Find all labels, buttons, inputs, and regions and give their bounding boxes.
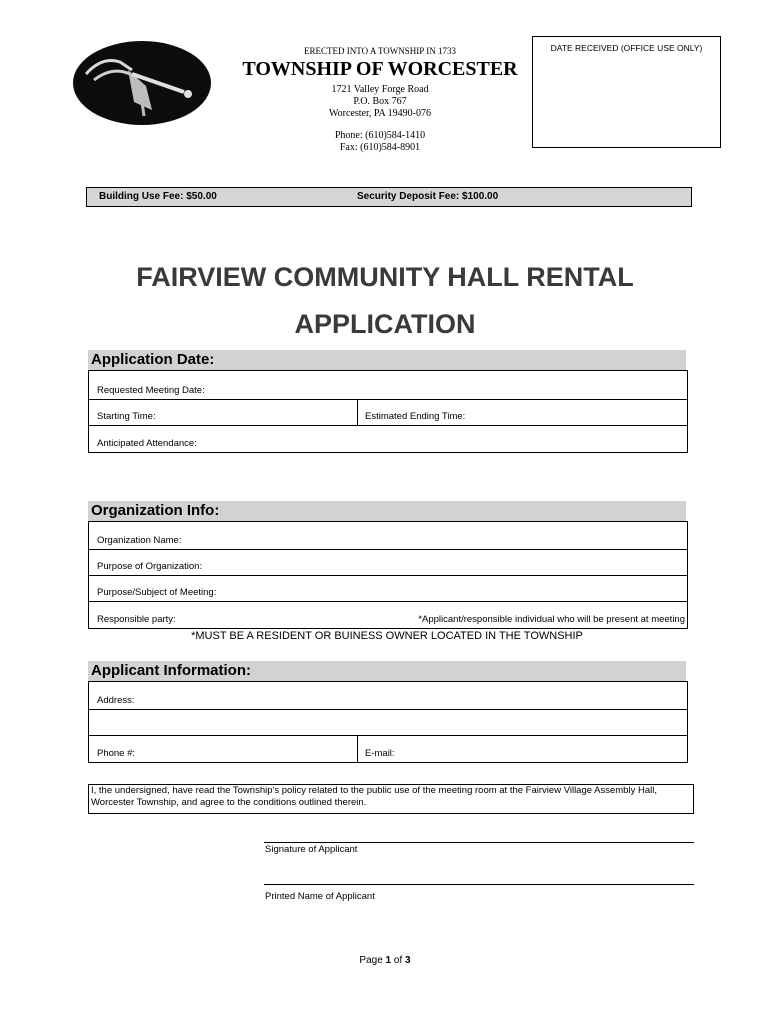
section-organization-heading: Organization Info: [91,502,220,519]
attendance-field[interactable] [88,426,688,453]
phone-text: Phone: (610)584-1410 [334,130,426,141]
address-line-3: Worcester, PA 19490-076 [328,108,432,119]
organization-name-label: Organization Name: [97,535,182,546]
address-field[interactable] [88,681,688,710]
printed-name-label: Printed Name of Applicant [265,891,375,902]
fee-bar [86,187,692,207]
printed-name-line[interactable] [264,884,694,885]
address-field-line-2[interactable] [88,709,688,736]
contact-row [88,736,688,763]
agreement-line-2: Worcester Township, and agree to the conditions outlined therein. [91,797,367,808]
starting-time-label: Starting Time: [97,411,156,422]
responsible-party-label: Responsible party: [97,614,176,625]
ending-time-label: Estimated Ending Time: [365,411,466,422]
page-current: 1 [385,955,392,966]
page-total: 3 [405,955,411,966]
agreement-line-1: I, the undersigned, have read the Township's policy related to the public use of the meeting room at the Fairview Village Assembly Hall, [91,785,657,796]
meeting-subject-label: Purpose/Subject of Meeting: [97,587,217,598]
time-row [88,399,688,426]
residency-requirement: *MUST BE A RESIDENT OR BUINESS OWNER LOCATED IN THE TOWNSHIP [191,630,583,642]
erected-text: ERECTED INTO A TOWNSHIP IN 1733 [304,46,456,56]
section-organization [88,501,686,521]
section-application-heading: Application Date: [91,351,215,368]
attendance-label: Anticipated Attendance: [97,438,197,449]
section-applicant [88,661,686,681]
township-title: TOWNSHIP OF WORCESTER [242,58,518,80]
responsible-party-note: *Applicant/responsible individual who will be present at meeting [418,614,685,625]
form-title-line-1: FAIRVIEW COMMUNITY HALL RENTAL [136,262,634,292]
row-divider [357,399,358,425]
address-label: Address: [97,695,135,706]
date-received-box[interactable] [532,36,721,148]
requested-date-label: Requested Meeting Date: [97,385,205,396]
section-applicant-heading: Applicant Information: [91,662,251,679]
email-label: E-mail: [365,748,395,759]
organization-name-field[interactable] [88,521,688,550]
organization-purpose-field[interactable] [88,549,688,576]
section-application [88,350,686,370]
signature-line[interactable] [264,842,694,843]
organization-purpose-label: Purpose of Organization: [97,561,203,572]
page-number [0,955,770,966]
date-received-label: DATE RECEIVED (OFFICE USE ONLY) [550,43,703,53]
phone-label: Phone #: [97,748,136,759]
plow-logo [72,40,212,126]
fax-text: Fax: (610)584-8901 [339,142,421,153]
page-of: of [391,955,406,966]
agreement-statement [88,784,694,814]
address-line-1: 1721 Valley Forge Road [331,84,429,95]
form-title-line-2: APPLICATION [294,309,476,339]
signature-label: Signature of Applicant [265,844,358,855]
meeting-subject-field[interactable] [88,576,688,602]
page-prefix: Page [359,955,386,966]
building-fee: Building Use Fee: $50.00 [99,191,217,202]
deposit-fee: Security Deposit Fee: $100.00 [357,191,499,202]
row-divider [357,736,358,762]
responsible-party-field[interactable] [88,602,688,629]
requested-date-field[interactable] [88,370,688,400]
address-line-2: P.O. Box 767 [353,96,407,107]
